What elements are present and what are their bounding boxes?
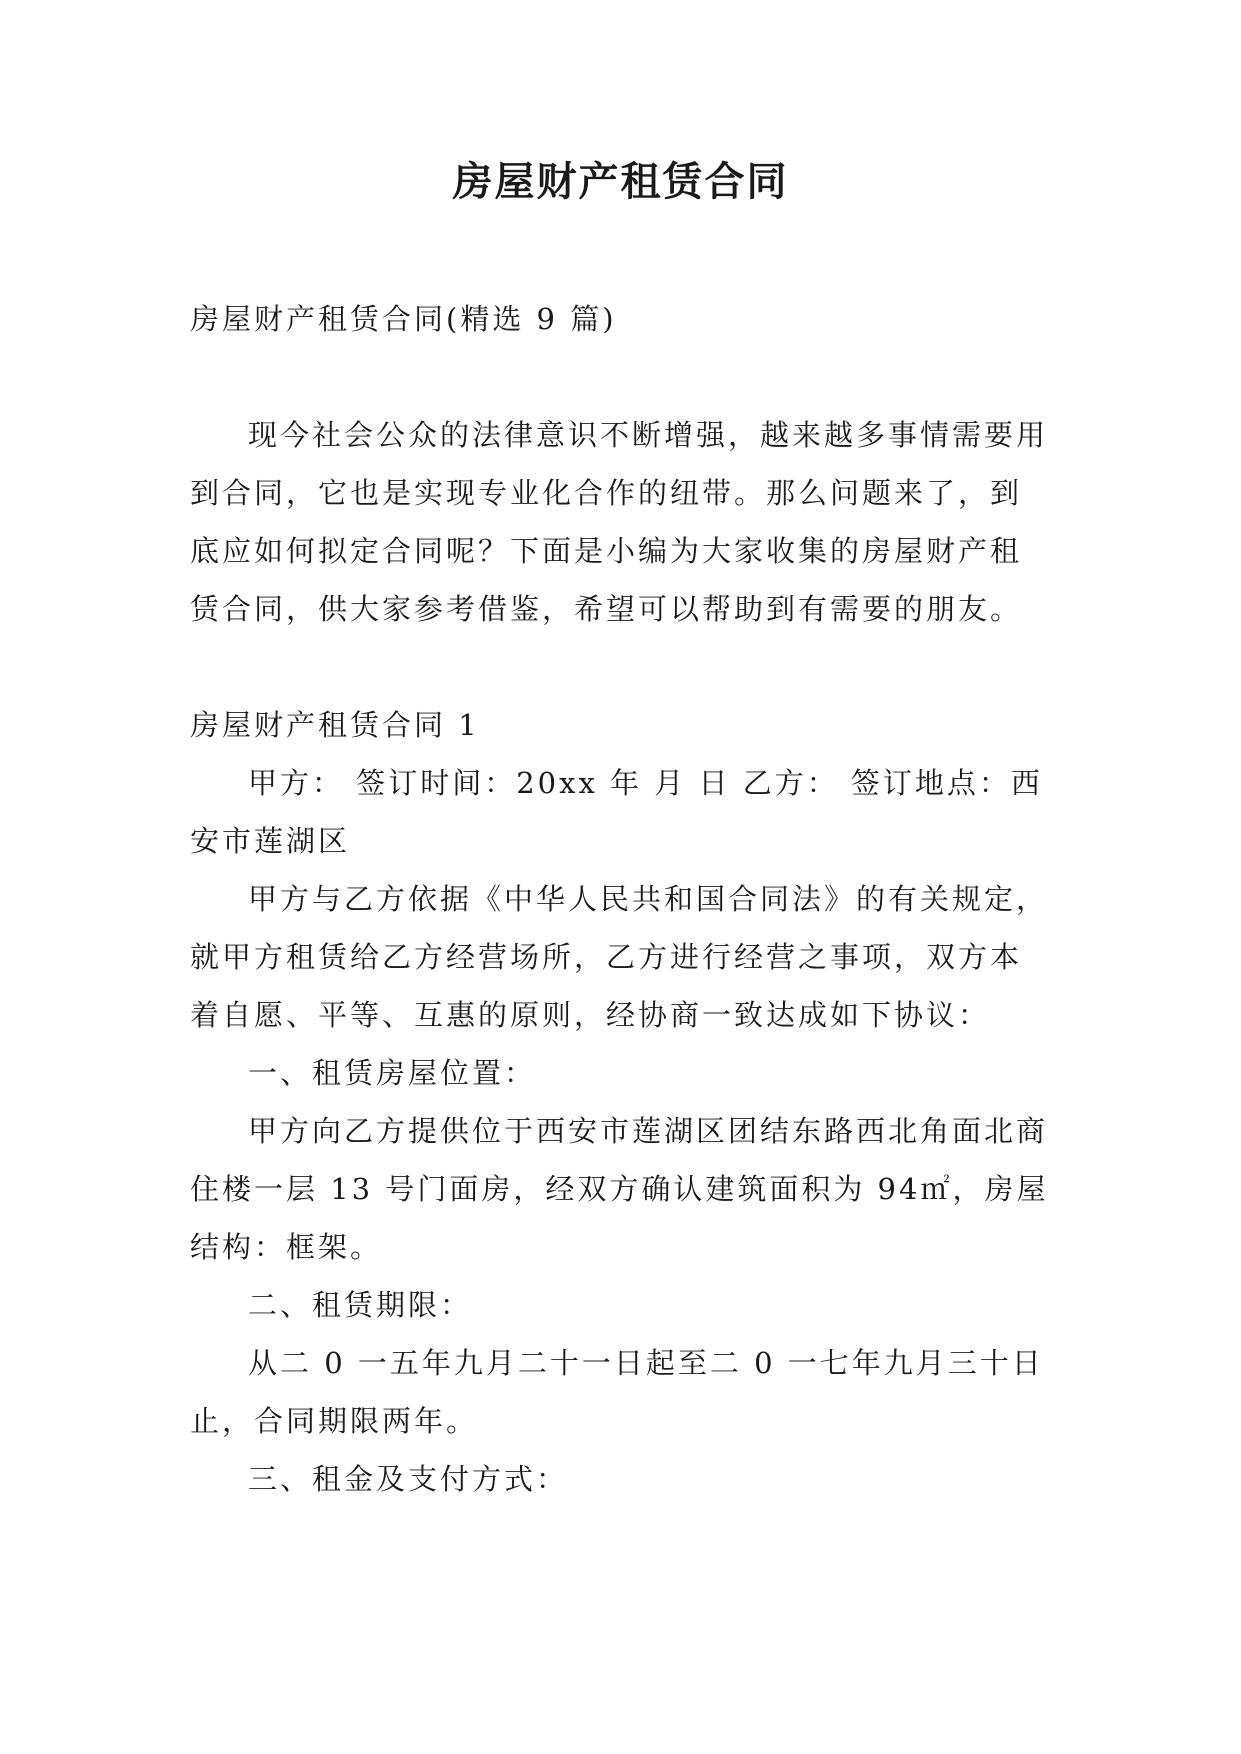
paragraph-agreement: 甲方与乙方依据《中华人民共和国合同法》的有关规定，就甲方租赁给乙方经营场所，乙方进行经营之事项，双方本着自愿、平等、互惠的原则，经协商一致达成如下协议：	[190, 882, 1049, 1032]
paragraph-parties: 甲方： 签订时间：20xx 年 月 日 乙方： 签订地点：西安市莲湖区	[190, 766, 1043, 858]
clause-heading-location: 一、租赁房屋位置：	[248, 1056, 537, 1090]
clause-heading-rent: 三、租金及支付方式：	[248, 1462, 569, 1496]
document-body	[190, 290, 1050, 1508]
document-subtitle: 房屋财产租赁合同(精选 9 篇)	[190, 302, 617, 336]
paragraph-term: 从二 0 一五年九月二十一日起至二 0 一七年九月三十日止，合同期限两年。	[190, 1346, 1044, 1438]
document-title: 房屋财产租赁合同	[452, 158, 789, 205]
section-heading: 房屋财产租赁合同 1	[190, 708, 480, 742]
paragraph-location: 甲方向乙方提供位于西安市莲湖区团结东路西北角面北商住楼一层 13 号门面房，经双方确认建筑面积为 94㎡，房屋结构：框架。	[190, 1114, 1049, 1264]
intro-paragraph: 现今社会公众的法律意识不断增强，越来越多事情需要用到合同，它也是实现专业化合作的纽带。那么问题来了，到底应如何拟定合同呢？下面是小编为大家收集的房屋财产租赁合同，供大家参考借鉴，希望可以帮助到有需要的朋友。	[190, 418, 1049, 626]
clause-heading-term: 二、租赁期限：	[248, 1288, 473, 1322]
